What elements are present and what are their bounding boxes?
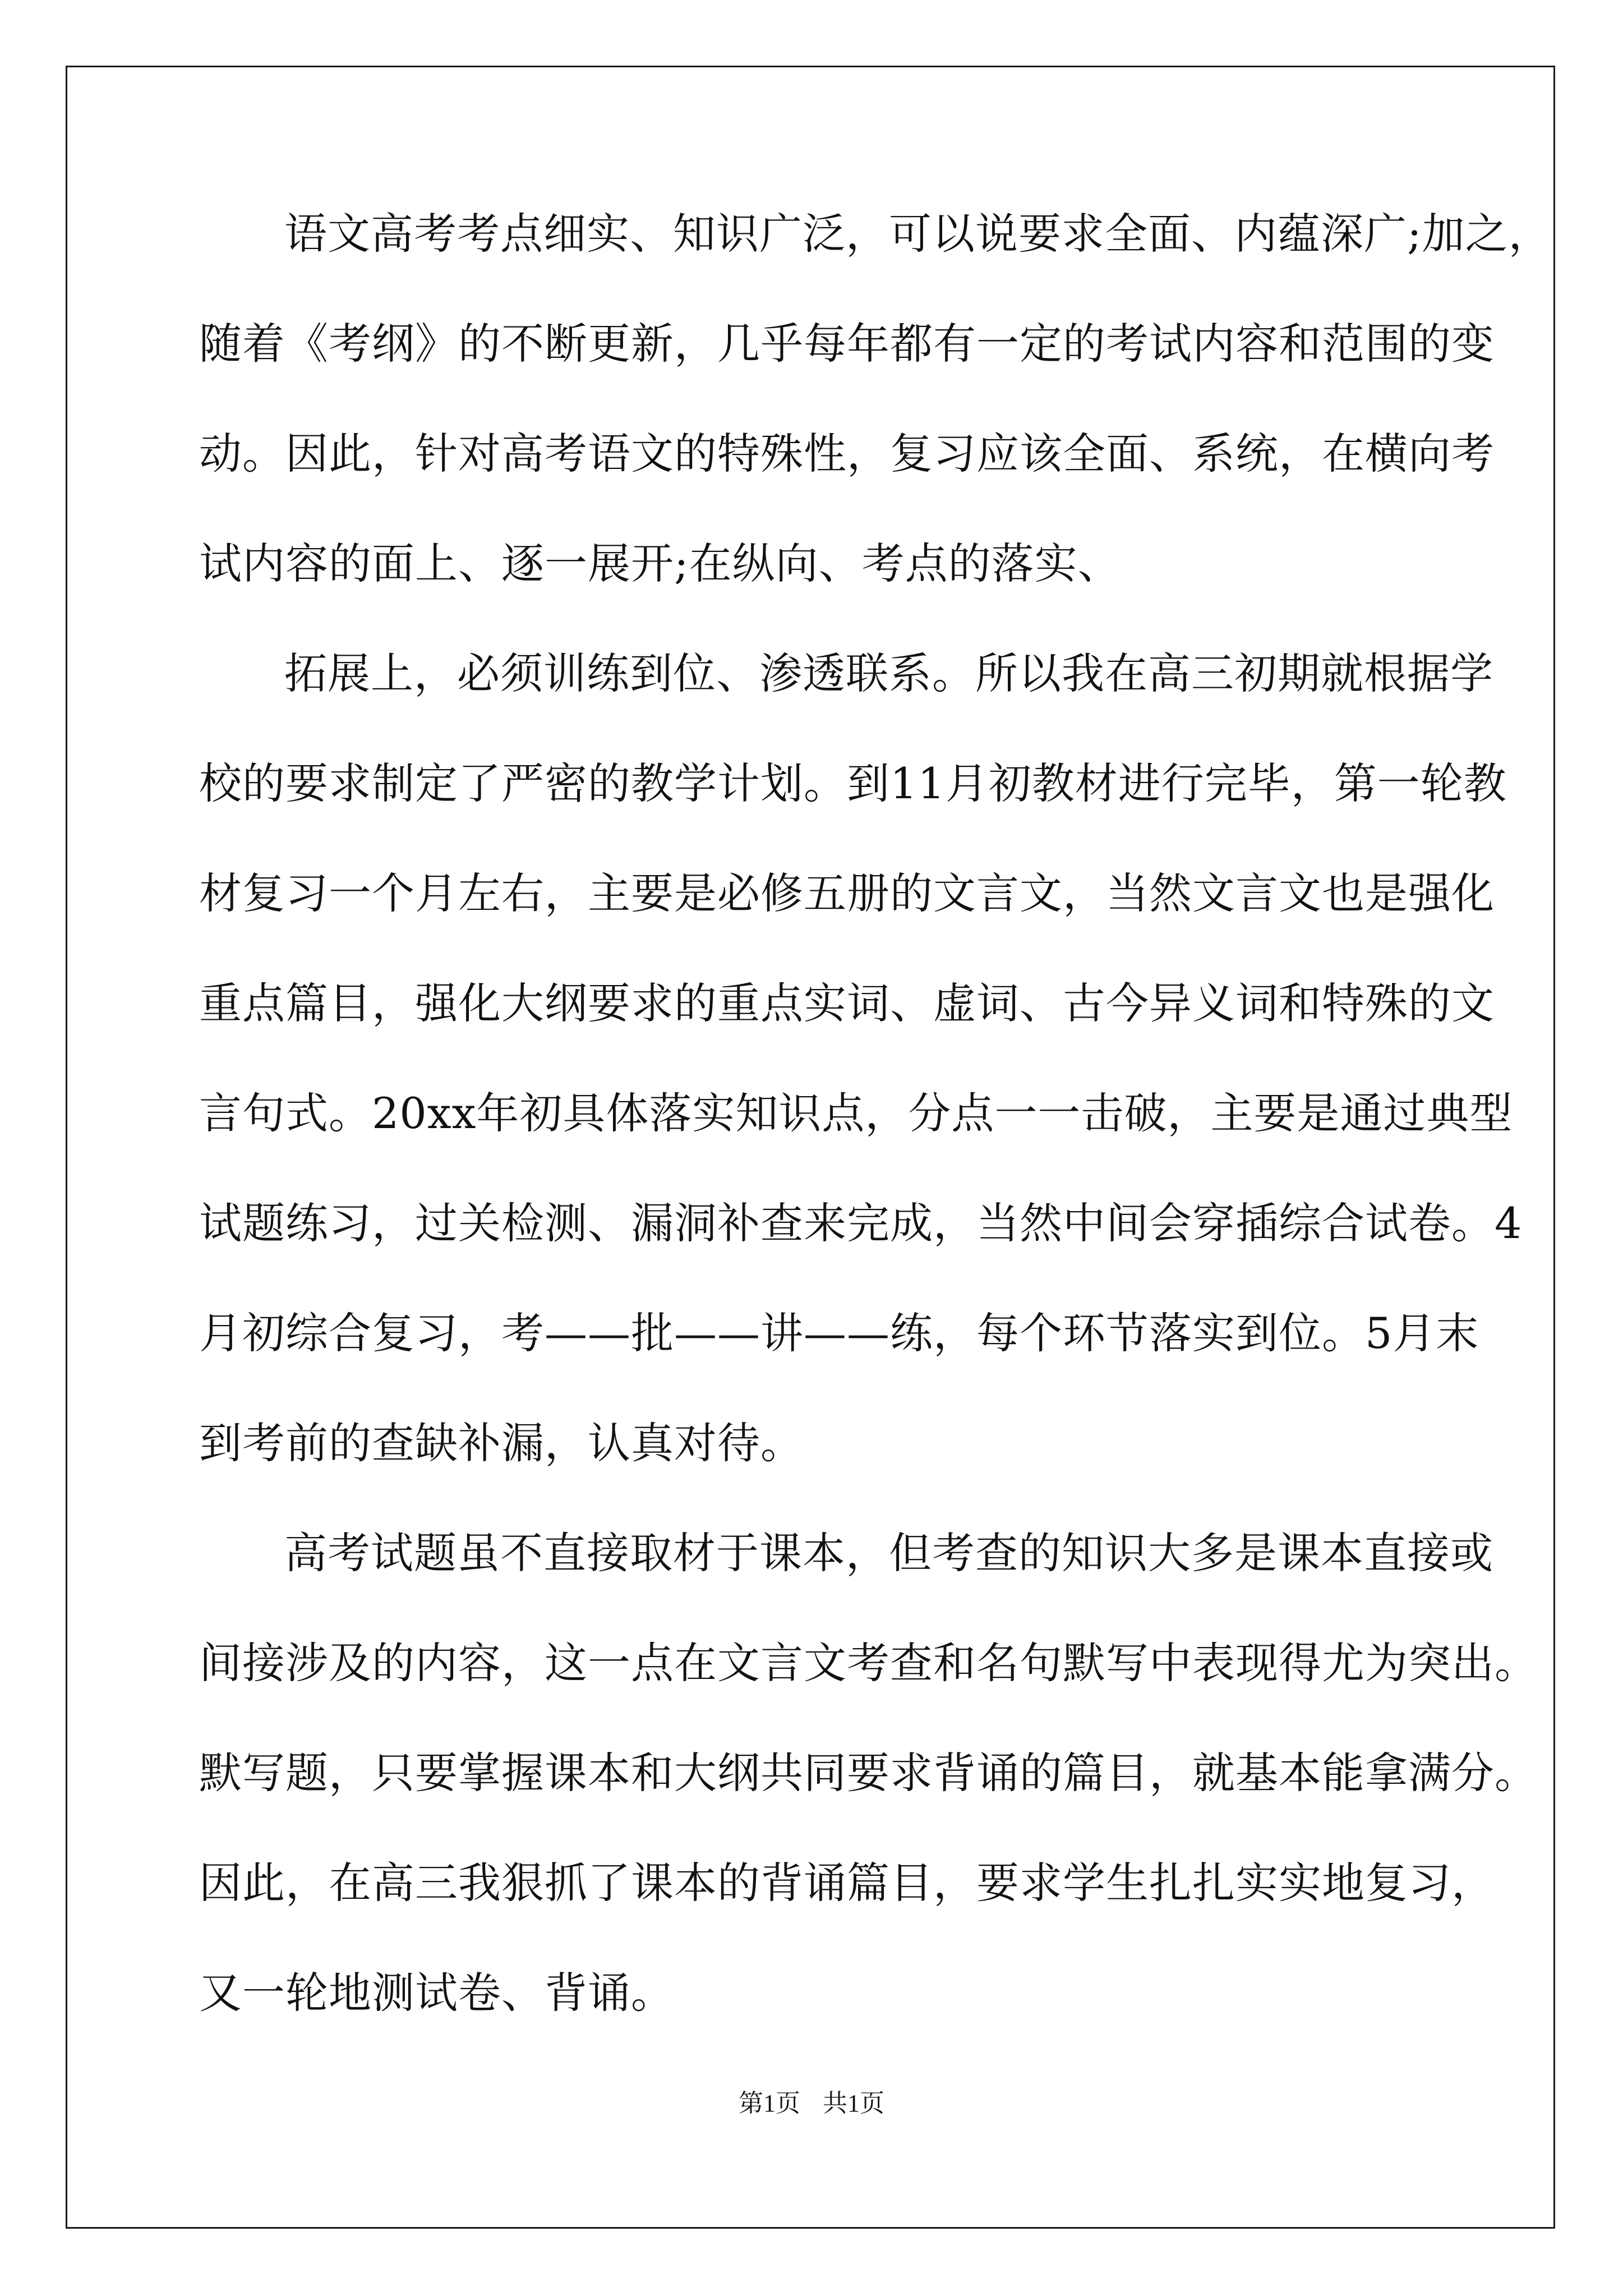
text-line: 到考前的查缺补漏，认真对待。 [199,1418,804,1468]
text-line: 试内容的面上、逐一展开;在纵向、考点的落实、 [199,539,1121,588]
document-body [199,206,1552,2075]
text-line: 高考试题虽不直接取材于课本，但考查的知识大多是课本直接或 [284,1528,1493,1578]
page-footer [0,2087,1623,2120]
text-line: 随着《考纲》的不断更新，几乎每年都有一定的考试内容和范围的变 [199,319,1495,369]
text-line: 重点篇目，强化大纲要求的重点实词、虚词、古今异义词和特殊的文 [199,978,1495,1028]
text-line: 默写题，只要掌握课本和大纲共同要求背诵的篇目，就基本能拿满分。 [199,1748,1538,1798]
text-line: 言句式。20xx年初具体落实知识点，分点一一击破，主要是通过典型 [199,1088,1513,1138]
text-line: 因此，在高三我狠抓了课本的背诵篇目，要求学生扎扎实实地复习， [199,1858,1495,1908]
text-line: 材复习一个月左右，主要是必修五册的文言文，当然文言文也是强化 [199,868,1495,918]
text-line: 间接涉及的内容，这一点在文言文考查和名句默写中表现得尤为突出。 [199,1638,1538,1688]
text-line: 校的要求制定了严密的教学计划。到11月初教材进行完毕，第一轮教 [199,758,1507,808]
text-line: 试题练习，过关检测、漏洞补查来完成，当然中间会穿插综合试卷。4 [199,1198,1523,1248]
text-line: 月初综合复习，考——批——讲——练，每个环节落实到位。5月末 [199,1308,1479,1358]
text-line: 动。因此，针对高考语文的特殊性，复习应该全面、系统，在横向考 [199,429,1495,478]
text-line: 拓展上，必须训练到位、渗透联系。所以我在高三初期就根据学 [284,648,1493,698]
text-line: 又一轮地测试卷、背诵。 [199,1968,674,2018]
text-line: 语文高考考点细实、知识广泛，可以说要求全面、内蕴深广;加之， [284,209,1552,259]
page-total: 共1页 [823,2090,884,2117]
page-number: 第1页 [739,2090,800,2117]
